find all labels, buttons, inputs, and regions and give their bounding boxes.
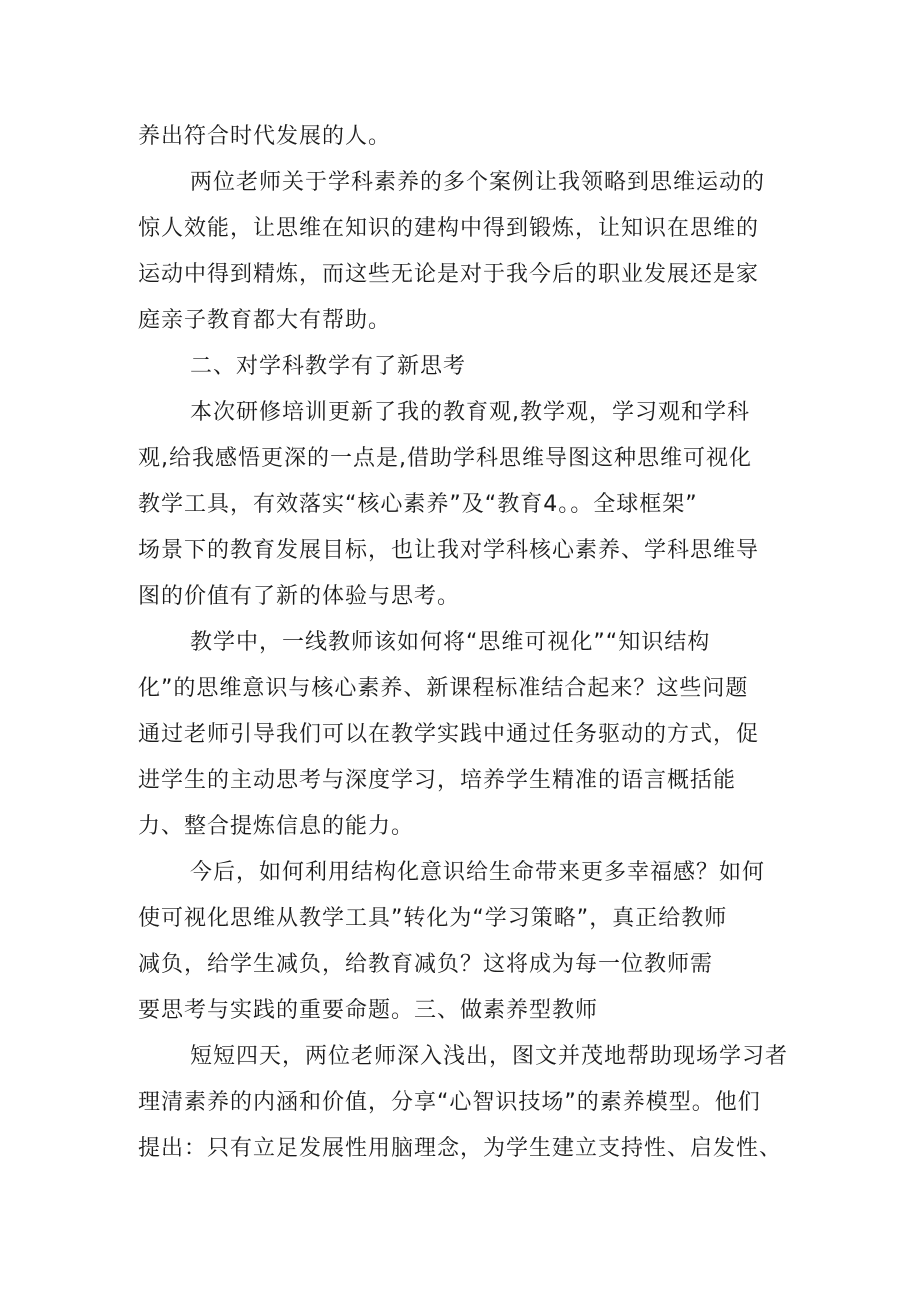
text-line: 图的价值有了新的体验与思考。 xyxy=(138,584,461,609)
paragraph-start-line: 今后，如何利用结构化意识给生命带来更多幸福感？如何 xyxy=(190,860,766,885)
paragraph-start-line: 教学中，一线教师该如何将“思维可视化”“知识结构 xyxy=(190,630,711,655)
text-line: 理清素养的内涵和价值，分享“心智识技场”的素养模型。他们 xyxy=(138,1090,761,1115)
text-line: 减负，给学生减负，给教育减负？这将成为每一位教师需 xyxy=(138,952,714,977)
text-line: 通过老师引导我们可以在教学实践中通过任务驱动的方式，促 xyxy=(138,722,760,747)
paragraph-start-line: 两位老师关于学科素养的多个案例让我领略到思维运动的 xyxy=(190,170,766,195)
text-line: 要思考与实践的重要命题。三、做素养型教师 xyxy=(138,998,599,1023)
text-line: 庭亲子教育都大有帮助。 xyxy=(138,308,392,333)
section-heading: 二、对学科教学有了新思考 xyxy=(190,354,467,379)
text-line: 养出符合时代发展的人。 xyxy=(138,124,392,149)
paragraph-start-line: 短短四天，两位老师深入浅出，图文并茂地帮助现场学习者 xyxy=(190,1044,789,1069)
text-line: 教学工具，有效落实“核心素养”及“教育4。。全球框架” xyxy=(138,492,698,517)
text-line: 惊人效能，让思维在知识的建构中得到锻炼，让知识在思维的 xyxy=(138,216,760,241)
text-line: 场景下的教育发展目标，也让我对学科核心素养、学科思维导 xyxy=(138,538,760,563)
paragraph-start-line: 本次研修培训更新了我的教育观,教学观，学习观和学科 xyxy=(190,400,750,425)
text-line: 提出：只有立足发展性用脑理念，为学生建立支持性、启发性、 xyxy=(138,1136,783,1161)
text-line: 观,给我感悟更深的一点是,借助学科思维导图这种思维可视化 xyxy=(138,446,752,471)
text-line: 进学生的主动思考与深度学习，培养学生精准的语言概括能 xyxy=(138,768,737,793)
text-line: 力、整合提炼信息的能力。 xyxy=(138,814,415,839)
text-line: 使可视化思维从教学工具”转化为“学习策略”，真正给教师 xyxy=(138,906,728,931)
text-line: 化”的思维意识与核心素养、新课程标准结合起来？这些问题 xyxy=(138,676,749,701)
text-line: 运动中得到精炼，而这些无论是对于我今后的职业发展还是家 xyxy=(138,262,760,287)
